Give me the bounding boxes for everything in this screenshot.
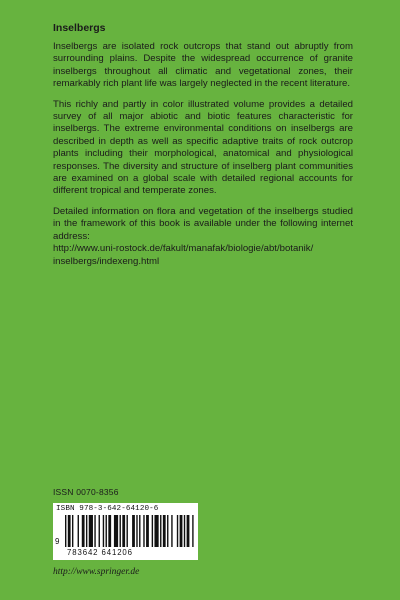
back-cover-text: [53, 22, 353, 276]
internet-address[interactable]: [53, 243, 353, 268]
barcode-bars: [65, 515, 195, 549]
url-line-1[interactable]: http://www.uni-rostock.de/fakult/manafak/biologie/abt/botanik/: [53, 243, 314, 255]
url-line-2[interactable]: inselbergs/indexeng.html: [53, 255, 160, 267]
publisher-url[interactable]: http://www.springer.de: [53, 567, 140, 577]
book-title: Inselbergs: [53, 22, 106, 34]
description-paragraph: This richly and partly in color illustrated volume provides a detailed survey of all major abiotic and biotic features characteristic for inselbergs. The extreme environmental conditions on inselbergs are described in depth as well as specific adaptive traits of rock outcrop plants including their morphological, anatomical and physiological responses. The diversity and structure of inselberg plant communities are examined on a global scale with detailed regional accounts for different tropical and temperate zones.: [53, 98, 353, 197]
issn-number: ISSN 0070-8356: [53, 487, 119, 497]
info-text: Detailed information on flora and vegetation of the inselbergs studied in the framework of this book is available under the following internet address:: [53, 205, 353, 242]
info-paragraph: [53, 206, 353, 243]
barcode-lead-digit: 9: [55, 537, 60, 546]
isbn-barcode: [53, 503, 198, 560]
isbn-text: ISBN 978-3-642-64120-6: [56, 505, 159, 513]
barcode-digits: 783642 641206: [67, 548, 133, 557]
intro-paragraph: Inselbergs are isolated rock outcrops that stand out abruptly from surrounding plains. Despite the widespread occurrence of granite inselbergs throughout all climatic and vegetational zones, their remarkably rich plant life was largely neglected in the recent literature.: [53, 41, 353, 90]
